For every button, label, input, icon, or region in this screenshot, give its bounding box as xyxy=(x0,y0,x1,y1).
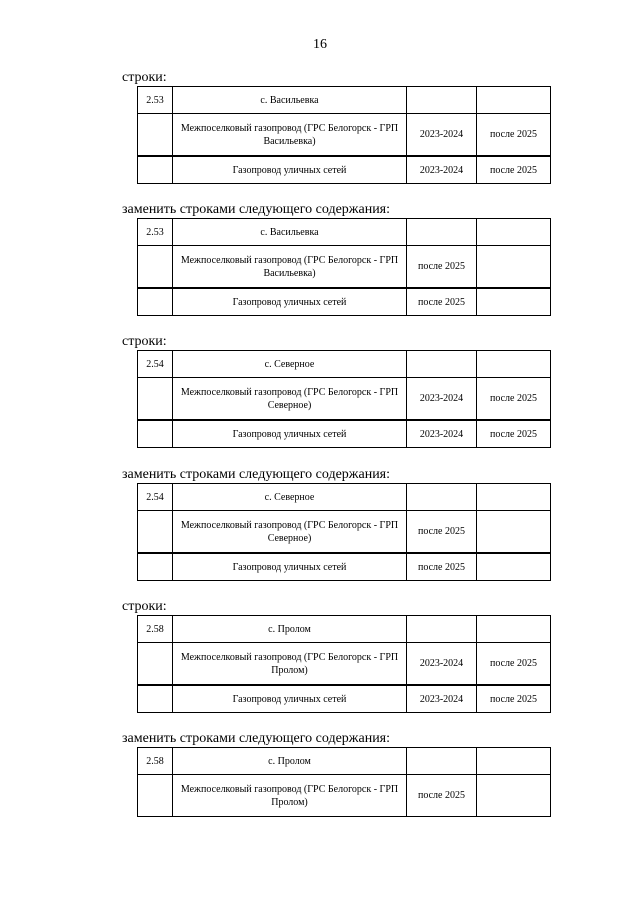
period-cell: после 2025 xyxy=(407,246,477,289)
item-number xyxy=(138,775,173,817)
item-name: с. Пролом xyxy=(173,748,407,775)
amendment-table xyxy=(137,747,551,817)
period-cell xyxy=(477,246,551,289)
period-cell xyxy=(407,748,477,775)
section-label: заменить строками следующего содержания: xyxy=(122,467,391,482)
period-cell xyxy=(477,484,551,511)
table-row xyxy=(138,114,551,157)
item-number xyxy=(138,114,173,157)
period-cell: после 2025 xyxy=(477,420,551,448)
period-cell: после 2025 xyxy=(477,685,551,713)
table-row xyxy=(138,87,551,114)
table-row xyxy=(138,420,551,448)
item-number xyxy=(138,553,173,581)
item-number: 2.53 xyxy=(138,87,173,114)
item-number: 2.58 xyxy=(138,616,173,643)
period-cell: 2023-2024 xyxy=(407,378,477,421)
table-row xyxy=(138,219,551,246)
item-number: 2.54 xyxy=(138,484,173,511)
period-cell xyxy=(477,288,551,316)
period-cell: после 2025 xyxy=(407,288,477,316)
period-cell xyxy=(407,616,477,643)
period-cell xyxy=(477,511,551,554)
item-number xyxy=(138,420,173,448)
table-row xyxy=(138,156,551,184)
item-name: Газопровод уличных сетей xyxy=(173,685,407,713)
item-number xyxy=(138,643,173,686)
period-cell: после 2025 xyxy=(477,156,551,184)
period-cell: после 2025 xyxy=(407,511,477,554)
table-row xyxy=(138,288,551,316)
item-number xyxy=(138,246,173,289)
item-number xyxy=(138,685,173,713)
period-cell: 2023-2024 xyxy=(407,420,477,448)
amendment-table xyxy=(137,218,551,316)
period-cell: после 2025 xyxy=(407,553,477,581)
amendment-table xyxy=(137,615,551,713)
amendment-table xyxy=(137,483,551,581)
section-label: строки: xyxy=(122,334,167,349)
section-label: строки: xyxy=(122,599,167,614)
item-name: Газопровод уличных сетей xyxy=(173,288,407,316)
table-row xyxy=(138,616,551,643)
period-cell: после 2025 xyxy=(477,378,551,421)
item-number xyxy=(138,378,173,421)
table-row xyxy=(138,378,551,421)
section-label: заменить строками следующего содержания: xyxy=(122,731,391,746)
table-row xyxy=(138,246,551,289)
period-cell xyxy=(477,775,551,817)
item-name: с. Северное xyxy=(173,484,407,511)
item-name: Межпоселковый газопровод (ГРС Белогорск - ГРП Пролом) xyxy=(173,775,407,817)
item-name: Межпоселковый газопровод (ГРС Белогорск - ГРП Северное) xyxy=(173,511,407,554)
item-name: с. Северное xyxy=(173,351,407,378)
item-name: Межпоселковый газопровод (ГРС Белогорск - ГРП Васильевка) xyxy=(173,246,407,289)
table-row xyxy=(138,553,551,581)
item-number xyxy=(138,288,173,316)
item-name: Межпоселковый газопровод (ГРС Белогорск - ГРП Пролом) xyxy=(173,643,407,686)
table-row xyxy=(138,775,551,817)
section-label: заменить строками следующего содержания: xyxy=(122,202,391,217)
page-number: 16 xyxy=(313,37,327,52)
table-row xyxy=(138,685,551,713)
period-cell xyxy=(407,219,477,246)
item-number: 2.53 xyxy=(138,219,173,246)
period-cell: после 2025 xyxy=(477,114,551,157)
section-label: строки: xyxy=(122,70,167,85)
period-cell xyxy=(407,484,477,511)
table-row xyxy=(138,511,551,554)
period-cell: после 2025 xyxy=(477,643,551,686)
item-number xyxy=(138,511,173,554)
period-cell xyxy=(407,87,477,114)
period-cell: 2023-2024 xyxy=(407,156,477,184)
item-number: 2.54 xyxy=(138,351,173,378)
item-name: с. Васильевка xyxy=(173,87,407,114)
period-cell xyxy=(477,219,551,246)
period-cell: 2023-2024 xyxy=(407,114,477,157)
period-cell xyxy=(407,351,477,378)
period-cell: после 2025 xyxy=(407,775,477,817)
period-cell xyxy=(477,748,551,775)
amendment-table xyxy=(137,350,551,448)
table-row xyxy=(138,748,551,775)
item-name: с. Пролом xyxy=(173,616,407,643)
period-cell xyxy=(477,87,551,114)
item-name: Газопровод уличных сетей xyxy=(173,420,407,448)
period-cell xyxy=(477,553,551,581)
item-name: Газопровод уличных сетей xyxy=(173,156,407,184)
item-name: Межпоселковый газопровод (ГРС Белогорск - ГРП Васильевка) xyxy=(173,114,407,157)
table-row xyxy=(138,643,551,686)
item-name: Газопровод уличных сетей xyxy=(173,553,407,581)
period-cell xyxy=(477,616,551,643)
amendment-table xyxy=(137,86,551,184)
table-row xyxy=(138,351,551,378)
item-name: с. Васильевка xyxy=(173,219,407,246)
period-cell xyxy=(477,351,551,378)
period-cell: 2023-2024 xyxy=(407,685,477,713)
item-number: 2.58 xyxy=(138,748,173,775)
item-name: Межпоселковый газопровод (ГРС Белогорск - ГРП Северное) xyxy=(173,378,407,421)
table-row xyxy=(138,484,551,511)
period-cell: 2023-2024 xyxy=(407,643,477,686)
item-number xyxy=(138,156,173,184)
